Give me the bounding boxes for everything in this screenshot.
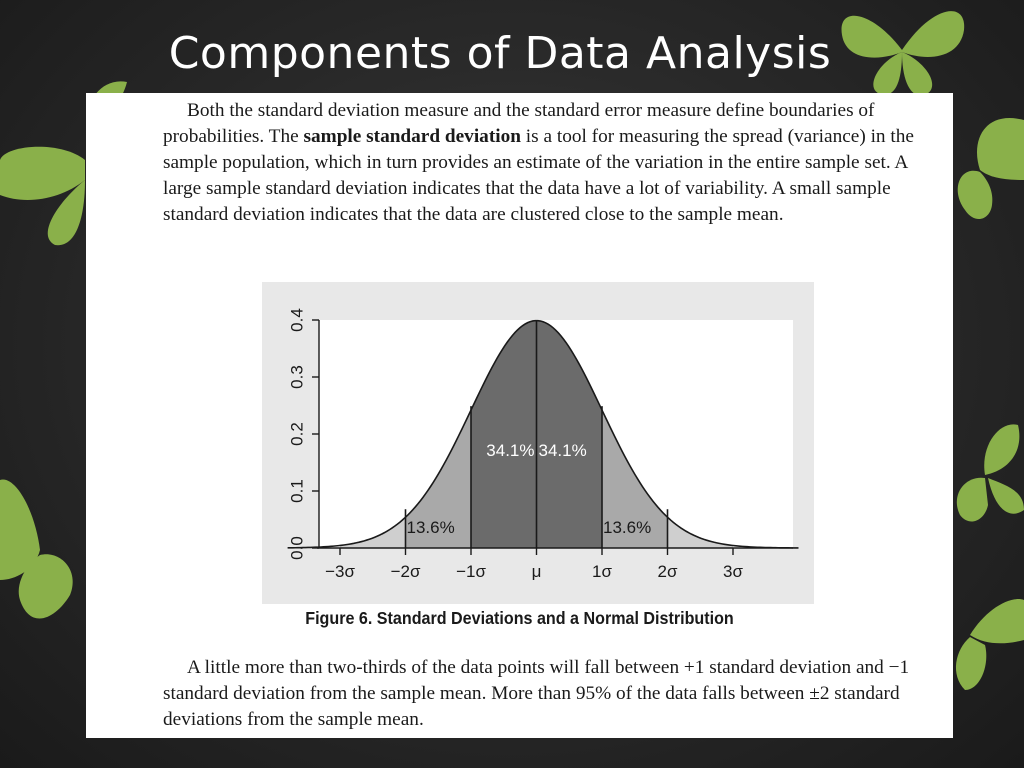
x-tick-label: −2σ [390,562,421,581]
butterfly-right-upper-icon [950,110,1024,230]
conclusion-paragraph [163,655,933,733]
intro-paragraph [163,98,933,228]
normal-distribution-chart [262,282,814,604]
butterfly-right-lower-icon [950,595,1024,695]
intro-bold-term: sample standard deviation [303,126,521,147]
butterfly-right-middle-icon [950,420,1024,530]
x-tick-label: −1σ [456,562,486,581]
x-tick-label: −3σ [325,562,355,581]
band-label: 34.1% [538,441,587,460]
y-tick-label: 0.3 [287,365,307,389]
x-tick-label: 3σ [723,562,743,581]
figure-caption: Figure 6. Standard Deviations and a Normal Distribution [305,608,734,628]
figure-panel [262,282,814,604]
butterfly-left-lower-icon [0,470,80,640]
x-tick-label: μ [531,562,542,581]
band-label: 13.6% [603,518,652,537]
y-tick-label: 0.1 [287,479,307,503]
intro-text-start: Both the standard deviation measure and the standard error measure define boundaries of probabilities. The [163,100,875,147]
x-tick-label: 1σ [592,562,612,581]
conclusion-text: A little more than two-thirds of the data points will fall between +1 standard deviation and −1 standard deviation from the sample mean. More than 95% of the data falls between ±2 standard deviations from the sample mean. [163,657,910,730]
document-image [86,93,953,738]
band-label: 34.1% [486,441,535,460]
y-tick-label: 0.2 [287,422,307,446]
y-tick-label: 0.0 [287,536,307,560]
y-tick-label: 0.4 [287,308,307,332]
x-tick-label: 2σ [657,562,678,581]
butterfly-left-upper-icon [0,120,90,250]
slide-title: Components of Data Analysis [168,28,832,79]
band-label: 13.6% [406,518,455,537]
intro-text-end: is a tool for measuring the spread (variance) in the sample population, which in turn provides an estimate of the variation in the entire sample set. A large sample standard deviation indicates that the data have a lot of variability. A small sample standard deviation indicates that the data are clustered close to the sample mean. [163,126,914,225]
